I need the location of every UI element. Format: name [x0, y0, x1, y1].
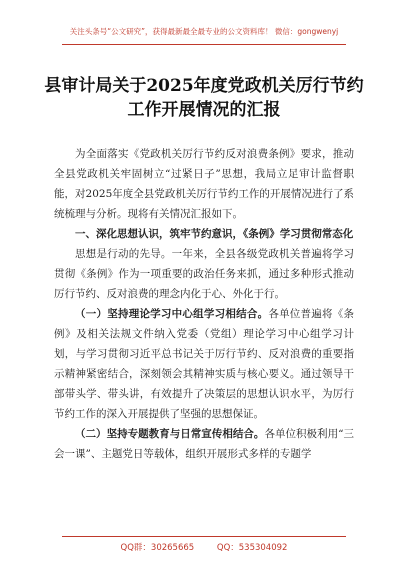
footer-qq-group: QQ群：30265665	[120, 543, 195, 553]
document-body	[54, 144, 354, 464]
subsection-2-heading: （二）坚持专题教育与日常宣传相结合。	[75, 428, 265, 440]
subsection-1-text: 各单位普遍将《条例》及相关法规文件纳入党委（党组）理论学习中心组学习计划，与学习贯彻习近平总书记关于厉行节约、反对浪费的重要指示精神紧密结合，深刻领会其精神实质与核心要义。通过领导干部带头学、带头讲，有效提升了决策层的思想认识水平，为厉行节约工作的深入开展提供了坚强的思想保证。	[54, 308, 355, 420]
footer-qq: QQ：535304092	[216, 543, 288, 553]
document-title: 县审计局关于2025年度党政机关厉行节约工作开展情况的汇报	[44, 76, 364, 120]
header-divider	[62, 44, 346, 45]
intro-paragraph: 为全面落实《党政机关厉行节约反对浪费条例》要求，推动全县党政机关牢固树立“过紧日子”思想，我局立足审计监督职能，对2025年度全县党政机关厉行节约工作的开展情况进行了系统梳理与分析。现将有关情况汇报如下。	[54, 148, 354, 220]
section-1-paragraph: 思想是行动的先导。一年来，全县各级党政机关普遍将学习贯彻《条例》作为一项重要的政治任务来抓，通过多种形式推动厉行节约、反对浪费的理念内化于心、外化于行。	[54, 248, 354, 300]
subsection-1-heading: （一）坚持理论学习中心组学习相结合。	[75, 308, 269, 320]
subsection-1-paragraph	[54, 304, 354, 424]
subsection-2-text: 各单位积极利用“三会一课”、主题党日等载体，组织开展形式多样的专题学	[54, 428, 354, 460]
footer-contact	[0, 541, 408, 553]
page-header	[0, 0, 408, 44]
footer-divider	[62, 536, 346, 537]
header-promo-text: 关注头条号“公文研究”，获得最新最全最专业的公文资料库！ 微信：gongwenyj	[69, 27, 339, 36]
subsection-2-paragraph	[54, 424, 354, 464]
section-1-heading: 一、深化思想认识，筑牢节约意识，《条例》学习贯彻常态化	[75, 228, 354, 240]
